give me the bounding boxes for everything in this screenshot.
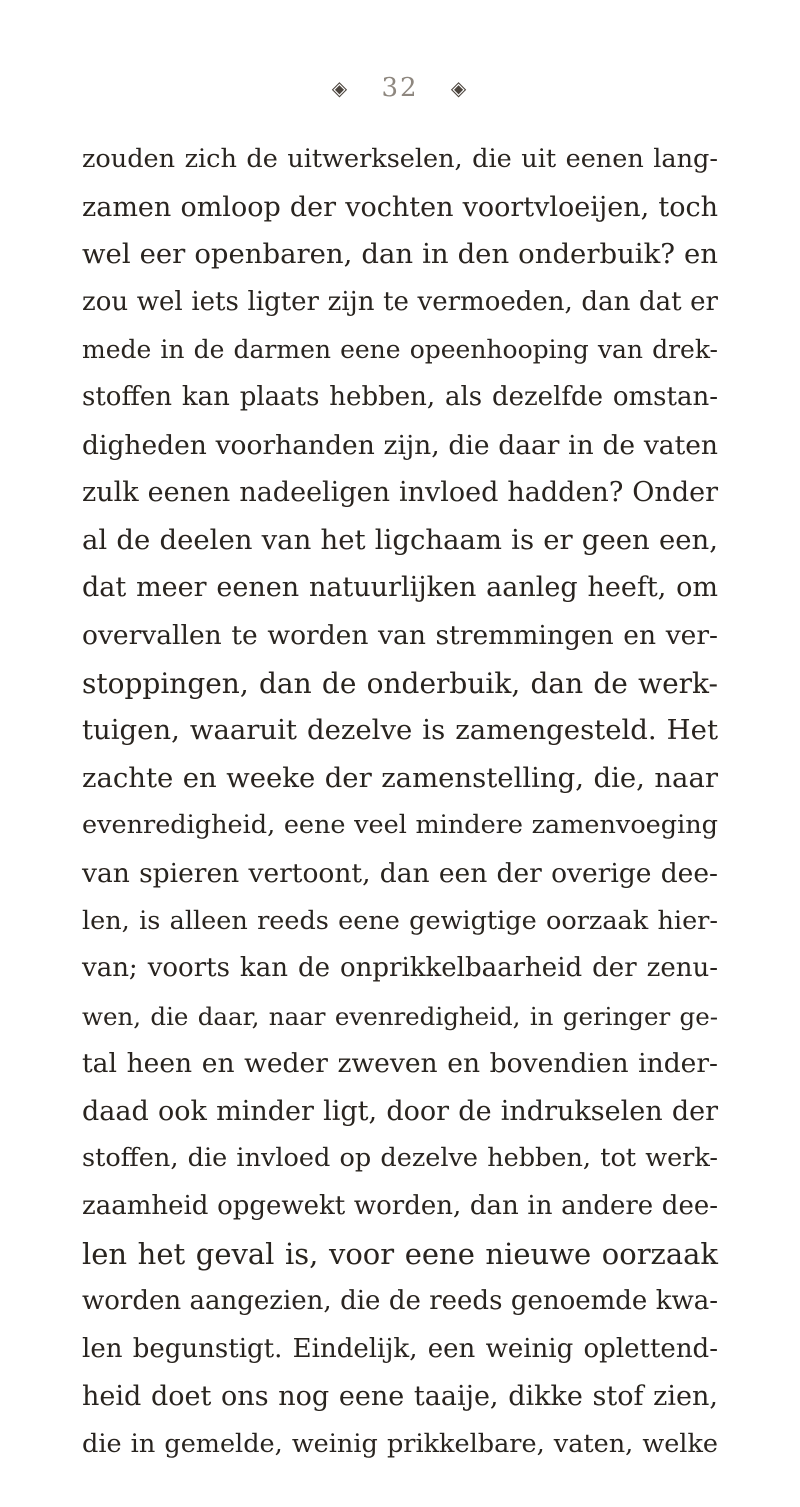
text-line: tuigen, waaruit dezelve is zamengesteld. Het <box>82 714 718 747</box>
text-line: zaamheid opgewekt worden, dan in andere dee- <box>82 1191 718 1222</box>
text-line: heid doet ons nog eene taaije, dikke stof zien, <box>82 1381 718 1413</box>
text-line: worden aangezien, die de reeds genoemde kwa- <box>82 1286 718 1317</box>
text-line: wel eer openbaren, dan in den onderbuik? en <box>82 238 718 271</box>
text-line: zulk eenen nadeeligen invloed hadden? Onder <box>82 477 718 509</box>
ornament-left-icon: ◈ <box>331 76 350 100</box>
text-line: stoffen, die invloed op dezelve hebben, tot werk- <box>82 1143 718 1174</box>
text-line: stoppingen, dan de onderbuik, dan de werk- <box>82 666 718 700</box>
text-line: stoffen kan plaats hebben, als dezelfde omstan- <box>82 381 718 412</box>
text-line: digheden voorhanden zijn, die daar in de vaten <box>82 429 718 461</box>
text-line: zouden zich de uitwerkselen, die uit eenen lang- <box>82 144 718 174</box>
ornament-right-icon: ◈ <box>450 76 469 100</box>
text-line: zachte en weeke der zamenstelling, die, naar <box>82 761 718 794</box>
text-line: len het geval is, voor eene nieuwe oorzaak <box>82 1236 718 1271</box>
text-line: zamen omloop der vochten voortvloeijen, toch <box>82 191 718 223</box>
text-line: evenredigheid, eene veel mindere zamenvoeging <box>82 810 718 841</box>
text-line: len begunstigt. Eindelijk, een weinig oplettend- <box>82 1333 718 1364</box>
text-line: zou wel iets ligter zijn te vermoeden, dan dat er <box>82 286 718 317</box>
body-text <box>82 136 718 1469</box>
text-line: die in gemelde, weinig prikkelbare, vaten, welke <box>82 1429 718 1460</box>
text-line: overvallen te worden van stremmingen en ver- <box>82 619 718 651</box>
page-header <box>0 72 800 103</box>
text-line: dat meer eenen natuurlijken aanleg heeft, om <box>82 572 718 604</box>
text-line: len, is alleen reeds eene gewigtige oorzaak hier- <box>82 905 718 936</box>
page-number: 32 <box>381 73 419 103</box>
text-line: van spieren vertoont, dan een der overige dee- <box>82 857 718 889</box>
text-line: van; voorts kan de onprikkelbaarheid der zenu- <box>82 953 718 984</box>
text-line: mede in de darmen eene opeenhooping van drek- <box>82 335 718 365</box>
text-line: tal heen en weder zweven en bovendien inder- <box>82 1048 718 1080</box>
text-line: al de deelen van het ligchaam is er geen een, <box>82 523 718 556</box>
text-line: wen, die daar, naar evenredigheid, in geringer ge- <box>82 1001 718 1031</box>
text-line: daad ook minder ligt, door de indrukselen der <box>82 1095 718 1127</box>
